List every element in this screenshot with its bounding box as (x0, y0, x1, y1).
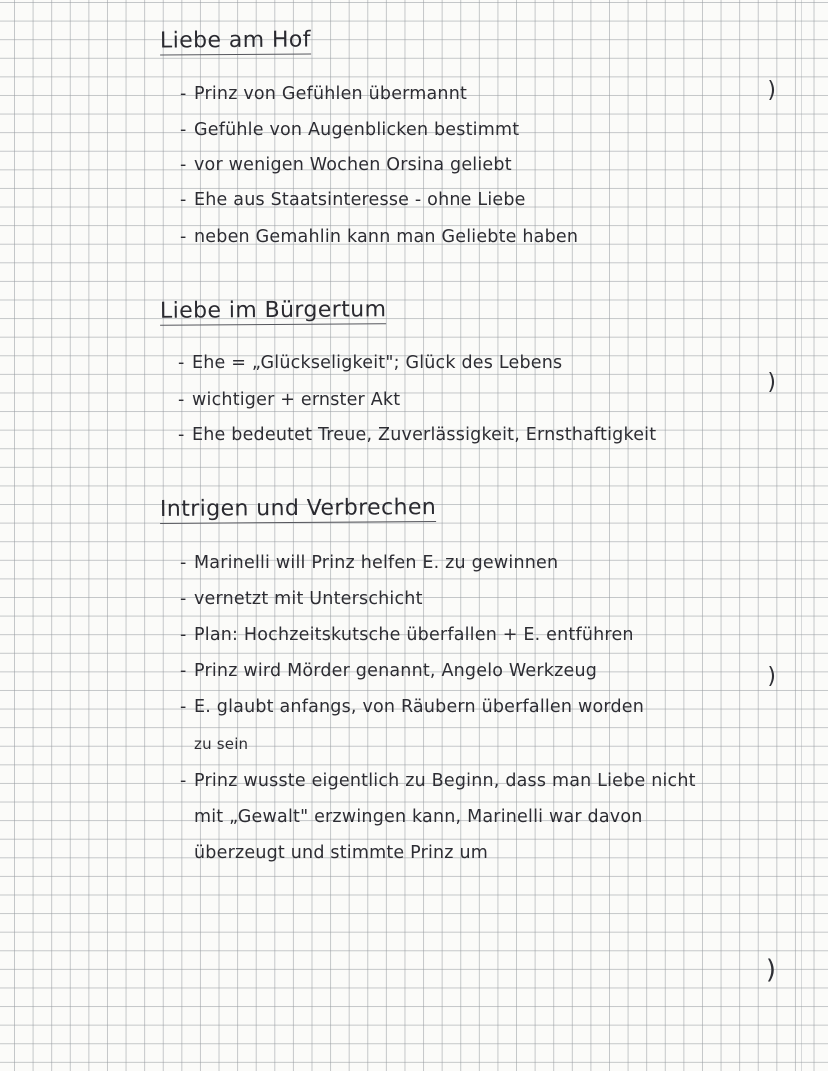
list-item: - Ehe bedeutet Treue, Zuverlässigkeit, Ernsthaftigkeit (178, 425, 657, 445)
heading-liebe-im-buergertum: Liebe im Bürgertum (159, 297, 387, 324)
heading-intrigen-und-verbrechen: Intrigen und Verbrechen (159, 495, 437, 522)
list-item: - wichtiger + ernster Akt (178, 390, 401, 410)
list-item: - Prinz von Gefühlen übermannt (180, 84, 468, 104)
list-item: - Prinz wird Mörder genannt, Angelo Werkzeug (180, 661, 598, 681)
page-margin-line (801, 0, 802, 1071)
list-item: - neben Gemahlin kann man Geliebte haben (180, 227, 579, 247)
margin-mark: ) (767, 370, 776, 395)
list-item-continuation: mit „Gewalt" erzwingen kann, Marinelli war davon (194, 807, 643, 827)
list-item-continuation: zu sein (194, 735, 249, 753)
list-item: - Plan: Hochzeitskutsche überfallen + E. entführen (180, 625, 634, 645)
list-item: - vor wenigen Wochen Orsina geliebt (180, 155, 512, 175)
margin-mark: ) (767, 664, 776, 689)
list-item: - vernetzt mit Unterschicht (180, 589, 423, 609)
heading-liebe-am-hof: Liebe am Hof (159, 27, 311, 54)
list-item: - Marinelli will Prinz helfen E. zu gewinnen (180, 553, 559, 573)
list-item: - E. glaubt anfangs, von Räubern überfallen worden (180, 697, 645, 717)
list-item: - Ehe aus Staatsinteresse - ohne Liebe (180, 190, 526, 210)
list-item: - Ehe = „Glückseligkeit"; Glück des Lebens (178, 353, 563, 373)
margin-mark: ) (765, 955, 776, 985)
list-item-continuation: überzeugt und stimmte Prinz um (194, 843, 488, 863)
margin-mark: ) (767, 78, 776, 103)
list-item: - Prinz wusste eigentlich zu Beginn, dass man Liebe nicht (180, 771, 696, 791)
list-item: - Gefühle von Augenblicken bestimmt (180, 120, 520, 140)
